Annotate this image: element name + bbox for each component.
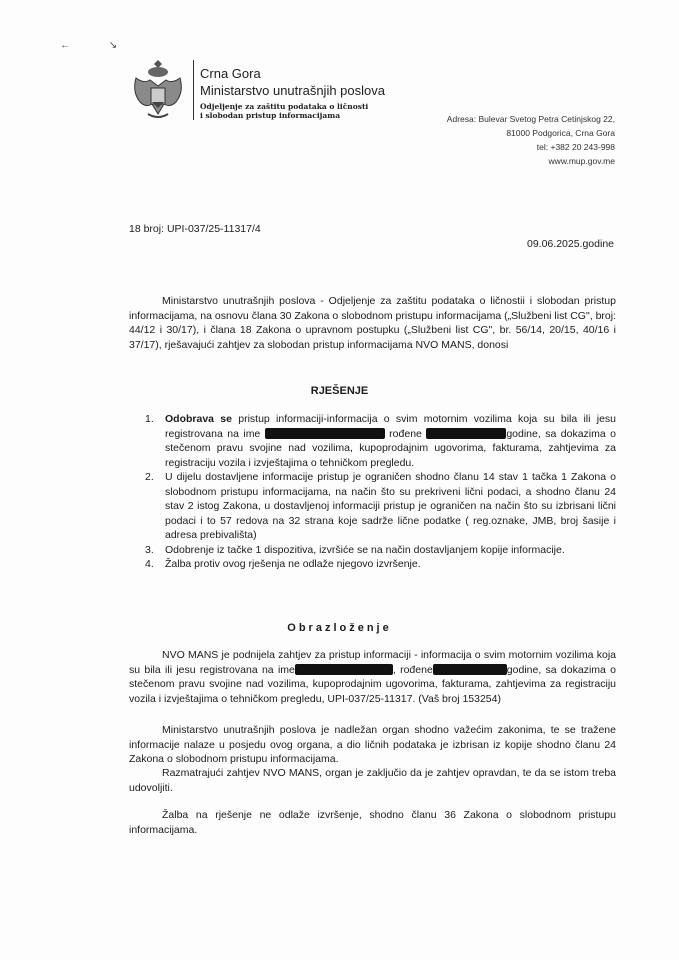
intro-paragraph: Ministarstvo unutrašnjih poslova - Odjeljenje za zaštitu podataka o ličnostii i slobodan pristup informacijama, na osnovu člana 30 Zakona o slobodnom pristupu informacijama („Službeni list CG", broj: 44/12 i 30/17), i člana 18 Zakona o upravnom postupku („Službeni list CG", br. 56/14, 20/15, 40/16 i 37/17), rješavajući zahtjev za slobodan pristup informacijama NVO MANS, donosi (129, 295, 616, 351)
address-street: Adresa: Bulevar Svetog Petra Cetinjskog 22, (446, 114, 615, 124)
department-name (200, 102, 368, 120)
redacted-birthdate (426, 428, 506, 439)
decision-item-2: 2. U dijelu dostavljene informacije pristup je ograničen shodno članu 14 stav 1 tačka 1 Zakona o slobodnom pristupu informacijama, na način što su prekriveni lični podaci, a shodno članu 24 stav 2 istog Zakona, u dostavljenoj informaciji pristup je ograničen na način što su izbrisani lični podaci i to 57 redova na 32 strana koje sadrže lične podatke ( reg.oznake, JMB, broj šasije i adresa prebivališta) (145, 471, 616, 541)
decision-item-1: 1. Odobrava se pristup informaciji-informacija o svim motornim vozilima koja su bila ili jesu registrovana na ime rođene godine, sa dokazima o stečenom pravu svojine nad vozilima, kupoprodajnim ugovorima, fakturama, zahtjevima za registraciju vozila i izvještajima o tehničkom pregledu. (145, 413, 616, 469)
reasoning-paragraph-4: Žalba na rješenje ne odlaže izvršenje, shodno članu 36 Zakona o slobodnom pristupu informacijama. (129, 809, 616, 836)
address-block (447, 112, 615, 168)
redacted-name (265, 428, 385, 439)
address-city: 81000 Podgorica, Crna Gora (506, 128, 615, 138)
approval-label: Odobrava se (165, 413, 232, 425)
decision-item-4: 4. Žalba protiv ovog rješenja ne odlaže njegovo izvršenje. (145, 558, 421, 570)
redacted-birthdate (433, 664, 507, 675)
header-divider (193, 60, 194, 120)
decision-item-3: 3. Odobrenje iz tačke 1 dispozitiva, izvršiće se na način dostavljanjem kopije informacije. (145, 543, 565, 556)
margin-marks: ← ↘ (60, 40, 136, 51)
department-line-1: Odjeljenje za zaštitu podataka o ličnosti (200, 102, 369, 111)
reasoning-paragraph-2: Ministarstvo unutrašnjih poslova je nadležan organ shodno važećim zakonima, te se tražene informacije nalaze u posjedu ovog organa, a dio ličnih podataka je izbrisan iz kopije shodno članu 24 Zakona o slobodnom pristupu informacijama. (129, 724, 616, 765)
phone-number: tel: +382 20 243-998 (536, 142, 615, 152)
decision-list (145, 412, 616, 572)
ministry-name: Ministarstvo unutrašnjih poslova (200, 83, 385, 98)
reasoning-paragraph-3: Razmatrajući zahtjev NVO MANS, organ je zaključio da je zahtjev opravdan, te da se istom treba udovoljiti. (129, 767, 616, 794)
reasoning-title: Obrazloženje (287, 622, 392, 634)
reasoning-paragraph-1: NVO MANS je podnijela zahtjev za pristup informaciji - informacija o svim motornim vozilima koja su bila ili jesu registrovana na ime , rođene godine, sa dokazima o stečenom pravu svojine nad vozilima, kupoprodajnim ugovorima, fakturama, zahtjevima za registraciju vozila i izvještajima o tehničkom pregledu, UPI-037/25-11317. (Vaš broj 153254) (129, 649, 617, 705)
website-link[interactable]: www.mup.gov.me (548, 156, 615, 166)
department-line-2: i slobodan pristup informacijama (200, 111, 341, 120)
decision-title: RJEŠENJE (310, 385, 369, 397)
country-name: Crna Gora (200, 66, 261, 81)
coat-of-arms-icon (130, 58, 186, 122)
reference-number: 18 broj: UPI-037/25-11317/4 (129, 223, 261, 235)
document-date: 09.06.2025.godine (527, 238, 614, 250)
redacted-name (295, 664, 393, 675)
